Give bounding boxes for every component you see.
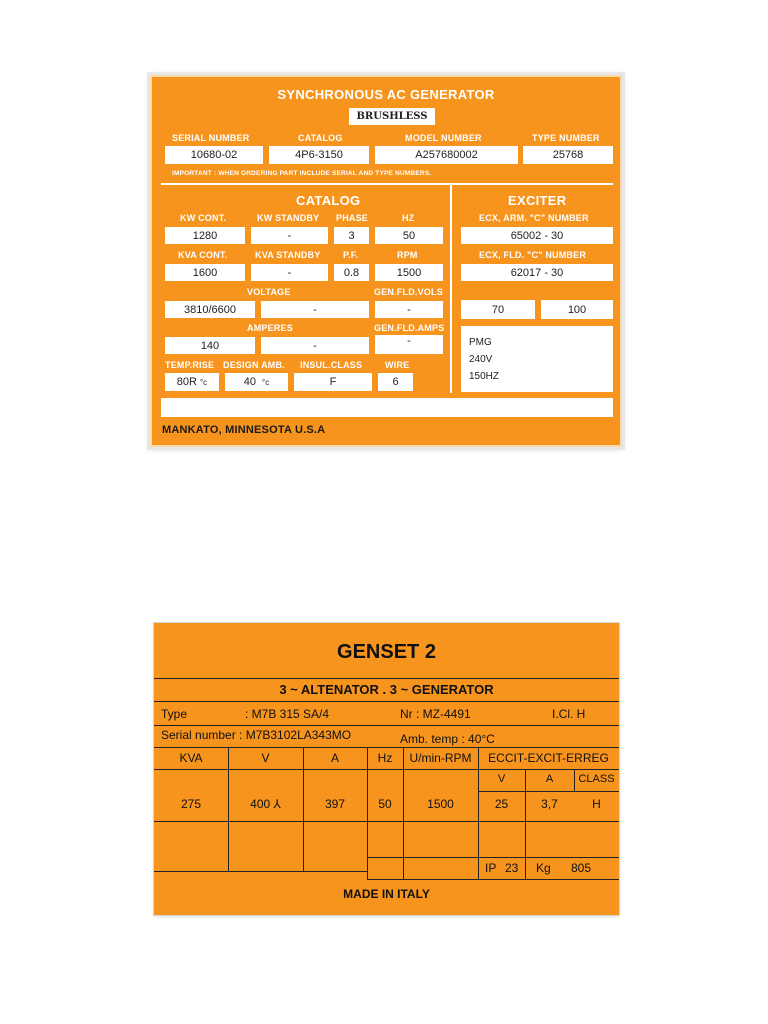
rule-1 bbox=[154, 678, 619, 679]
amperes-value-2: - bbox=[261, 337, 369, 354]
rule-2 bbox=[154, 701, 619, 702]
exciter-value-2: 100 bbox=[541, 300, 613, 319]
label-voltage: VOLTAGE bbox=[247, 287, 291, 297]
label-wire: WIRE bbox=[385, 360, 410, 370]
label-type-number: TYPE NUMBER bbox=[532, 133, 600, 143]
insul-class-value: F bbox=[294, 373, 372, 391]
plate2-subtitle: 3 ~ ALTENATOR . 3 ~ GENERATOR bbox=[279, 682, 494, 697]
label-model-number: MODEL NUMBER bbox=[405, 133, 482, 143]
rule-10 bbox=[367, 879, 619, 880]
kva-standby-value: - bbox=[251, 264, 328, 281]
pmg-line-3: 150HZ bbox=[469, 371, 500, 382]
nr-value: Nr : MZ-4491 bbox=[400, 707, 471, 721]
rule-5 bbox=[154, 769, 478, 770]
type-label: Type bbox=[161, 707, 188, 721]
rule-9 bbox=[367, 857, 619, 858]
rule-4 bbox=[154, 747, 619, 748]
gen-fld-amps-value: - bbox=[375, 335, 443, 354]
serial-number: Serial number : M7B3102LA343MO bbox=[161, 728, 352, 742]
kg-label: Kg bbox=[536, 861, 551, 875]
blank-strip bbox=[161, 398, 613, 417]
plate1-footer: MANKATO, MINNESOTA U.S.A bbox=[162, 424, 326, 436]
label-hz: HZ bbox=[402, 213, 415, 223]
value-rpm: 1500 bbox=[427, 797, 454, 811]
design-amb-value bbox=[225, 373, 288, 391]
brushless-badge: BRUSHLESS bbox=[349, 108, 435, 125]
header-v: V bbox=[261, 751, 270, 765]
label-insul-class: INSUL.CLASS bbox=[300, 360, 363, 370]
label-pf: P.F. bbox=[343, 250, 359, 260]
amperes-value-1: 140 bbox=[165, 337, 255, 354]
phase-value: 3 bbox=[334, 227, 369, 244]
value-hz: 50 bbox=[378, 797, 392, 811]
header-hz: Hz bbox=[377, 751, 393, 765]
plate2-footer: MADE IN ITALY bbox=[343, 887, 430, 901]
label-kw-standby: KW STANDBY bbox=[257, 213, 320, 223]
plate2-title: GENSET 2 bbox=[337, 641, 436, 663]
temp-rise-unit: °c bbox=[199, 377, 208, 387]
subheader-class: CLASS bbox=[578, 773, 615, 785]
kg-value: 805 bbox=[571, 861, 592, 875]
ambient-temp: Amb. temp : 40°C bbox=[400, 732, 495, 746]
label-ecx-arm: ECX, ARM. "C" NUMBER bbox=[479, 213, 589, 223]
voltage-value-1: 3810/6600 bbox=[165, 301, 255, 318]
model-number-value: A257680002 bbox=[375, 146, 518, 164]
header-a: A bbox=[330, 751, 339, 765]
ip-value: 23 bbox=[505, 861, 519, 875]
rule-3 bbox=[154, 725, 619, 726]
header-rpm: U/min-RPM bbox=[409, 751, 472, 765]
label-amperes: AMPERES bbox=[247, 323, 293, 333]
label-catalog: CATALOG bbox=[298, 133, 343, 143]
label-kw-cont: KW CONT. bbox=[180, 213, 227, 223]
subheader-v: V bbox=[497, 773, 506, 785]
value-exc-v: 25 bbox=[494, 797, 509, 811]
rule-6 bbox=[478, 791, 619, 792]
generator-nameplate-2 bbox=[154, 623, 619, 915]
type-number-value: 25768 bbox=[523, 146, 613, 164]
subheader-a: A bbox=[545, 773, 554, 785]
rule-5b bbox=[478, 769, 619, 770]
value-a: 397 bbox=[324, 797, 346, 811]
label-design-amb: DESIGN AMB. bbox=[223, 360, 285, 370]
ecx-arm-value: 65002 - 30 bbox=[461, 227, 613, 244]
value-v: 400 ⅄ bbox=[250, 797, 281, 811]
plate1-title: SYNCHRONOUS AC GENERATOR bbox=[277, 87, 495, 102]
voltage-value-2: - bbox=[261, 301, 369, 318]
pf-value: 0.8 bbox=[334, 264, 369, 281]
temp-rise-value bbox=[165, 373, 219, 391]
label-gen-fld-vols: GEN.FLD.VOLS bbox=[374, 287, 443, 297]
header-exciter: ECCIT-EXCIT-ERREG bbox=[488, 751, 609, 765]
divider-horizontal bbox=[161, 183, 613, 185]
rule-7 bbox=[154, 821, 619, 822]
value-exc-class: H bbox=[592, 797, 601, 811]
divider-vertical bbox=[450, 185, 452, 393]
wire-value: 6 bbox=[378, 373, 413, 391]
value-exc-a: 3,7 bbox=[541, 797, 558, 811]
col-sep-4 bbox=[403, 747, 404, 879]
exciter-section-title: EXCITER bbox=[508, 193, 567, 208]
gen-fld-vols-value: - bbox=[375, 301, 443, 318]
label-rpm: RPM bbox=[397, 250, 418, 260]
rpm-value: 1500 bbox=[375, 264, 443, 281]
col-sep-5 bbox=[478, 747, 479, 879]
kva-cont-value: 1600 bbox=[165, 264, 245, 281]
exciter-value-1: 70 bbox=[461, 300, 535, 319]
pmg-line-2: 240V bbox=[469, 354, 493, 365]
generator-nameplate-1 bbox=[150, 75, 622, 447]
design-amb-unit: °c bbox=[262, 377, 270, 387]
catalog-section-title: CATALOG bbox=[296, 193, 361, 208]
ip-label: IP bbox=[485, 861, 497, 875]
serial-number-value: 10680-02 bbox=[165, 146, 263, 164]
pmg-info-box bbox=[461, 326, 613, 392]
ecx-fld-value: 62017 - 30 bbox=[461, 264, 613, 281]
kw-standby-value: - bbox=[251, 227, 328, 244]
label-temp-rise: TEMP.RISE bbox=[165, 360, 215, 370]
hz-value: 50 bbox=[375, 227, 443, 244]
type-value: : M7B 315 SA/4 bbox=[245, 707, 330, 721]
label-serial-number: SERIAL NUMBER bbox=[172, 133, 250, 143]
col-sep-6 bbox=[525, 769, 526, 879]
col-sep-3 bbox=[367, 747, 368, 879]
label-kva-cont: KVA CONT. bbox=[178, 250, 228, 260]
insulation-class: I.Cl. H bbox=[552, 707, 586, 721]
value-kva: 275 bbox=[180, 797, 202, 811]
label-ecx-fld: ECX, FLD. "C" NUMBER bbox=[479, 250, 587, 260]
label-kva-standby: KVA STANDBY bbox=[255, 250, 321, 260]
label-gen-fld-amps: GEN.FLD.AMPS bbox=[374, 323, 445, 333]
kw-cont-value: 1280 bbox=[165, 227, 245, 244]
label-phase: PHASE bbox=[336, 213, 369, 223]
design-amb-number: 40 bbox=[243, 376, 257, 388]
important-note: IMPORTANT : WHEN ORDERING PART INCLUDE SERIAL AND TYPE NUMBERS. bbox=[172, 170, 432, 177]
temp-rise-number: 80R bbox=[176, 376, 197, 388]
pmg-line-1: PMG bbox=[469, 337, 492, 348]
rule-8 bbox=[154, 871, 367, 872]
catalog-value: 4P6-3150 bbox=[269, 146, 369, 164]
header-kva: KVA bbox=[179, 751, 203, 765]
